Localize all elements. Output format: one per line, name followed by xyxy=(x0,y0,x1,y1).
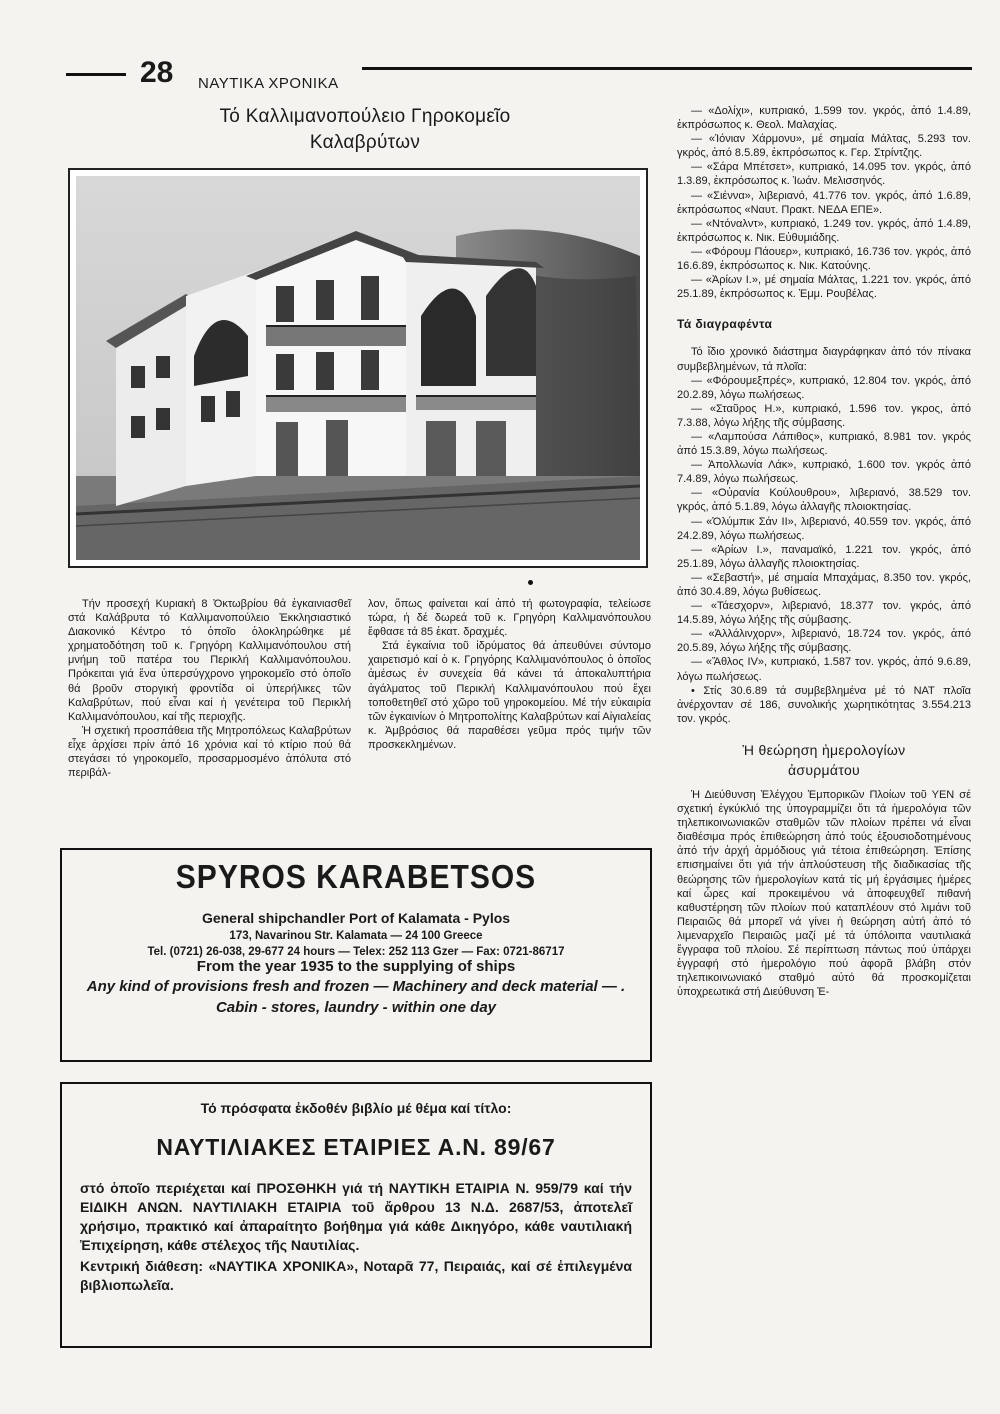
newspaper-name: ΝΑΥΤΙΚΑ ΧΡΟΝΙΚΑ xyxy=(198,75,339,92)
deleted-ship-item: — «Σταῦρος Η.», κυπριακό, 1.596 τον. γκρος, ἀπό 7.3.88, λόγω λήξης τῆς σύμβασης. xyxy=(677,402,971,429)
summary-note: • Στίς 30.6.89 τά συμβεβλημένα μέ τό ΝΑΤ πλοῖα ἀνέρχονταν σέ 186, συνολικής χωρητικότητας 3.554.213 τον. γκρός. xyxy=(677,684,971,725)
header-rule-right xyxy=(362,67,972,70)
ad-brand-name: SPYROS KARABETSOS xyxy=(175,859,537,896)
article-title-line2: Καλαβρύτων xyxy=(309,132,421,153)
building-photo xyxy=(68,168,648,568)
subheading-logbook xyxy=(677,740,971,780)
article-paragraph: λον, ὅπως φαίνεται καί ἀπό τή φωτογραφία, τελείωσε τώρα, ἡ δέ δωρεά τοῦ κ. Γρηγόρη Καλλιμανόπουλου ἔφθασε τά 85 ἑκατ. δραχμές. xyxy=(368,598,651,639)
page-number: 28 xyxy=(140,56,174,89)
book-distribution: Κεντρική διάθεση: «ΝΑΥΤΙΚΑ ΧΡΟΝΙΚΑ», Νοταρᾶ 77, Πειραιάς, καί σέ ἐπιλεγμένα βιβλιοπωλεῖα. xyxy=(80,1258,632,1293)
book-description: στό ὁποῖο περιέχεται καί ΠΡΟΣΘΗΚΗ γιά τή ΝΑΥΤΙΚΗ ΕΤΑΙΡΙΑ Ν. 959/79 καί τήν ΕΙΔΙΚΗ ΑΝΩΝ. ΝΑΥΤΙΛΙΑΚΗ ΕΤΑΙΡΙΑ τοῦ ἄρθρου 13 Ν.Δ. 2687/53, ἀποτελεῖ χρήσιμο, πρακτικό καί ἀπαραίτητο βοήθημα γιά κάθε Δικηγόρο, κάθε ναυτιλιακή Ἐπιχείρηση, κάθε στέλεχος τῆς Ναυτιλίας. xyxy=(80,1180,632,1253)
header-rule-left xyxy=(66,73,126,76)
ship-list-item: — «Φόρουμ Πάουερ», κυπριακό, 16.736 τον. γκρός, ἀπό 16.6.89, ἐκπρόσωπος κ. Νικ. Κατούνης. xyxy=(677,245,971,273)
deleted-ship-item: — «Ἄθλος IV», κυπριακό, 1.587 τον. γκρός, ἀπό 9.6.89, λόγω πωλήσεως. xyxy=(677,656,971,683)
ship-list-item: — «Ἀρίων Ι.», μέ σημαία Μάλτας, 1.221 τον. γκρός, ἀπό 25.1.89, ἐκπρόσωπος κ. Ἐμμ. Ρουβέλας. xyxy=(677,274,971,301)
subheading-logbook-line2: ἀσυρμάτου xyxy=(788,761,860,778)
article-paragraph: Ἡ σχετική προσπάθεια τῆς Μητροπόλεως Καλαβρύτων εἶχε ἀρχίσει πρίν ἀπό 16 χρόνια καί τό κτίριο πού θά στεγάσει τό γηροκομεῖο, προσαρμοσμένο ἀπόλυτα στό περιβάλ- xyxy=(68,724,351,780)
deleted-ship-item: — «Τάεσχορν», λιβεριανό, 18.377 τον. γκρός, ἀπό 14.5.89, λόγω λήξης τῆς σύμβασης. xyxy=(677,600,971,627)
deleted-ship-item: — «Ἀρίων Ι.», παναμαϊκό, 1.221 τον. γκρός, ἀπό 25.1.89, λόγω ἀλλαγῆς πλοιοκτησίας. xyxy=(677,543,971,570)
ad-since: From the year 1935 to the supplying of ships xyxy=(196,958,516,975)
ad-tagline: General shipchandler Port of Kalamata - Pylos xyxy=(201,910,511,926)
deleted-ship-item: — «Λαμπούσα Λάπιθος», κυπριακό, 8.981 τον. γκρός ἀπό 15.3.89, λόγω πωλήσεως. xyxy=(677,430,971,458)
advertisement-karabetsos xyxy=(60,848,652,1062)
subheading-deleted: Τά διαγραφέντα xyxy=(677,317,773,332)
building-photo-icon xyxy=(76,176,640,560)
book-title: ΝΑΥΤΙΛΙΑΚΕΣ ΕΤΑΙΡΙΕΣ Α.Ν. 89/67 xyxy=(156,1134,556,1160)
logbook-paragraph: Ἡ Διεύθυνση Ἐλέγχου Ἐμπορικῶν Πλοίων τοῦ ΥΕΝ σέ σχετική ἐγκύκλιό της ὑπογραμμίζει ὅτι τά ἡμερολόγια τῶν τηλεπικοινωνιακῶν σταθμῶν τῶν πλοίων πρέπει νά εἶναι διαθέσιμα πρός ἐπιθεώρηση ἀπό τούς ἐξουσιοδοτημένους ἀπό τήν ἀρχή ἁρμόδιους γιά τέτοια ἐπιθεώρηση. Ἐπίσης επισημαίνει ὅτι γιά τήν ἀπλούστευση τῆς διαδικασίας τῆς θεώρησης τῶν ἡμερολογίων κατά τίς μή ἐργάσιμες ἡμέρες καί ὧρες καί προκειμένου νά ἀποφευχθεῖ πιθανή καθυστέρηση τῶν πλοίων πού καταπλέουν στό λιμάνι τοῦ Πειραιῶς θά μπορεῖ νά γίνει ἡ θεώρηση αὐτή ἀπό τό λιμεναρχεῖο Πειραιῶς μαζί μέ τά ὑπόλοιπα ναυτιλιακά ἔγγραφα τοῦ πλοίου. Σέ περίπτωση πάντως πού ὑπάρχει ἐγγραφή στό ἡμερολόγιο πού ἀφορᾶ βλάβη στόν τηλεπικοινωνιακό σταθμό αὐτό θά προσκομίζεται ὑποχρεωτικά στή Διεύθυνση Ἐ- xyxy=(677,788,971,999)
article-paragraph: Στά ἐγκαίνια τοῦ ἱδρύματος θά ἀπευθύνει σύντομο χαιρετισμό καί ὁ κ. Γρηγόρης Καλλιμανόπουλος ὁ ὁποῖος ἀμέσως ἐν συνεχεία θά κάνει τά ἀποκαλυπτήρια ἀγάλματος τοῦ Περικλή Καλλιμανόπουλου πού ἔχει τοποθετηθεῖ στό χῶρο τοῦ γηροκομείου. Μέ τήν εὐκαιρία τῶν ἐγκαινίων ὁ Μητροπολίτης Καλαβρύτων καί Αἰγιαλείας κ. Ἀμβρόσιος θά παραθέσει γεῦμα πρός τιμήν τῶν προσκεκλημένων. xyxy=(368,640,651,751)
deleted-ship-item: — Ἀπολλωνία Λάκ», κυπριακό, 1.600 τον. γκρός ἀπό 7.4.89, λόγω πωλήσεως. xyxy=(677,459,971,486)
article-paragraph: Τήν προσεχή Κυριακή 8 Ὀκτωβρίου θά ἐγκαινιασθεῖ στά Καλάβρυτα τό Καλλιμανοπούλειο Ἐκκλησιαστικό Διακονικό Κέντρο τό ὁποῖο ὁλοκληρώθηκε μέ χρηματοδότηση τοῦ κ. Γρηγόρη Καλλιμανόπουλου στή μνήμη τοῦ πατέρα του Περικλή Καλλιμανόπουλου. Πρόκειται γιά ἕνα ὑπερσύγχρονο γηροκομεῖο στό ὁποῖο θά βροῦν στοργική φροντίδα οἱ ὑπερήλικες τῶν Καλαβρύτων, πού εἶναι καί ἡ γενέτειρα τοῦ Περικλή Καλλιμανόπουλου, καί τῆς περιοχῆς. xyxy=(68,598,351,723)
article-title xyxy=(160,104,570,156)
article-title-line1: Τό Καλλιμανοπούλειο Γηροκομεῖο xyxy=(219,106,511,127)
subheading-logbook-line1: Ἡ θεώρηση ἡμερολογίων xyxy=(742,741,906,758)
deleted-intro: Τό ἴδιο χρονικό διάστημα διαγράφηκαν ἀπό τόν πίνακα συμβεβλημένων, τά πλοῖα: xyxy=(677,346,971,373)
ship-list-item: — «Δολίχι», κυπριακό, 1.599 τον. γκρός, ἀπό 1.4.89, ἐκπρόσωπος κ. Θεολ. Μαλαχίας. xyxy=(677,105,971,132)
deleted-ship-item: — «Φόρουμεξπρές», κυπριακό, 12.804 τον. γκρός, ἀπό 20.2.89, λόγω πωλήσεως. xyxy=(677,374,971,401)
article-column-2 xyxy=(368,597,651,752)
ship-list-item: — «Σάρα Μπέτσετ», κυπριακό, 14.095 τον. γκρός, ἀπό 1.3.89, ἐκπρόσωπος κ. Ἰωάν. Μελισσηνός. xyxy=(677,161,971,188)
article-column-1 xyxy=(68,597,351,780)
deleted-ship-item: — «Ὀλύμπικ Σάν ΙΙ», λιβεριανό, 40.559 τον. γκρός, ἀπό 24.2.89, λόγω πωλήσεως. xyxy=(677,515,971,542)
ship-list-item: — «Ντόναλντ», κυπριακό, 1.249 τον. γκρός, ἀπό 1.4.89, ἐκπρόσωπος κ. Νικ. Εὐθυμιάδης. xyxy=(677,217,971,244)
ad-services: Cabin - stores, laundry - within one day xyxy=(215,999,497,1016)
ad-address: 173, Navarinou Str. Kalamata — 24 100 Greece xyxy=(229,930,483,942)
sidebar-column xyxy=(677,104,971,999)
separator-dot xyxy=(528,580,533,585)
ship-list-item: — «Σιέννα», λιβεριανό, 41.776 τον. γκρός, ἀπό 1.6.89, ἐκπρόσωπος «Ναυτ. Πρακτ. ΝΕΔΑ ΕΠΕ». xyxy=(677,189,971,216)
deleted-ship-item: — «Ἀλλάλινχορν», λιβεριανό, 18.724 τον. γκρός, ἀπό 20.5.89, λόγω λήξης τῆς σύμβασης. xyxy=(677,628,971,655)
deleted-ship-item: — «Οὐρανία Κούλουθρου», λιβεριανό, 38.529 τον. γκρός, ἀπό 5.1.89, λόγω ἀλλαγῆς πλοιοκτησίας. xyxy=(677,487,971,514)
book-ad-intro: Τό πρόσφατα ἐκδοθέν βιβλίο μέ θέμα καί τίτλο: xyxy=(200,1100,512,1116)
advertisement-book xyxy=(60,1082,652,1348)
ad-provisions: Any kind of provisions fresh and frozen — Machinery and deck material — . xyxy=(86,978,626,995)
ship-list-item: — «Ἰόνιαν Χάρμονυ», μέ σημαία Μάλτας, 5.293 τον. γκρός, ἀπό 8.5.89, ἐκπρόσωπος κ. Γερ. Στρίντζης. xyxy=(677,133,971,160)
ad-contact: Tel. (0721) 26-038, 29-677 24 hours — Telex: 252 113 Gzer — Fax: 0721-86717 xyxy=(147,946,565,958)
deleted-ship-item: — «Σεβαστή», μέ σημαία Μπαχάμας, 8.350 τον. γκρός, ἀπό 30.4.89, λόγω βυθίσεως. xyxy=(677,571,971,598)
